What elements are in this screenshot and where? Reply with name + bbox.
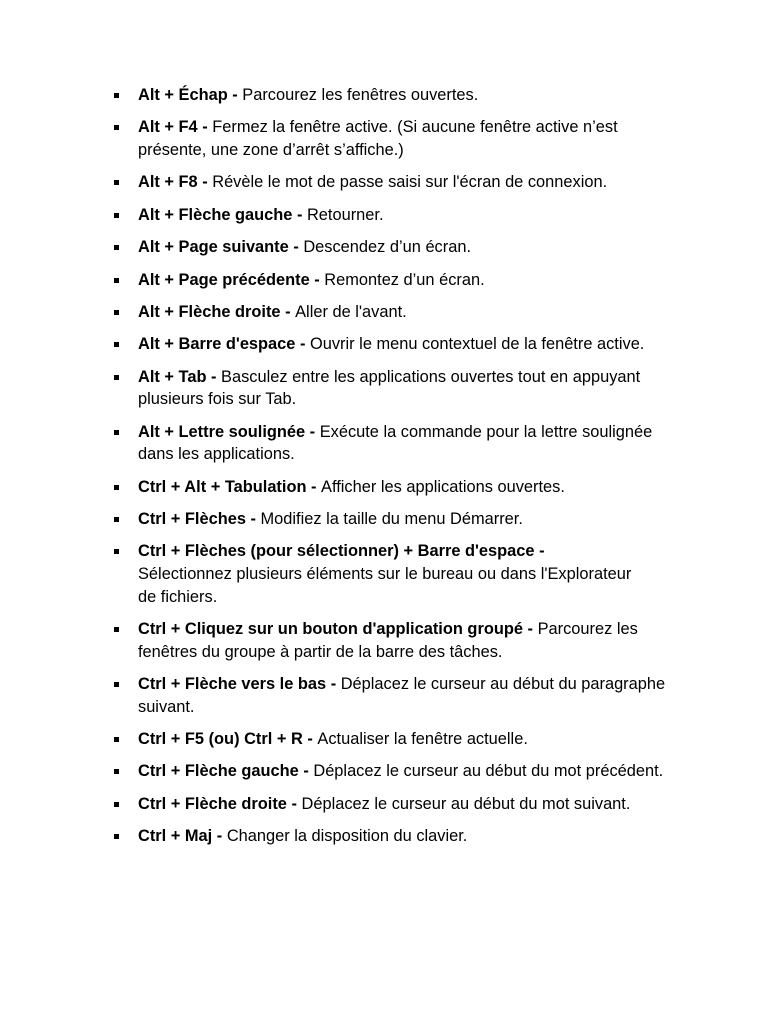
bullet-icon: [114, 802, 119, 807]
bullet-icon: [114, 375, 119, 380]
bullet-icon: [114, 245, 119, 250]
shortcut-keys: Alt + Barre d'espace: [138, 335, 296, 354]
bullet-icon: [114, 342, 119, 347]
shortcut-description: Changer la disposition du clavier.: [226, 827, 468, 846]
bullet-icon: [114, 430, 119, 435]
bullet-icon: [114, 627, 119, 632]
list-item: [0, 421, 768, 466]
shortcut-description: Déplacez le curseur au début du mot suivant.: [301, 794, 631, 813]
separator: -: [522, 620, 538, 639]
list-item: [0, 793, 768, 816]
shortcut-description: Aller de l'avant.: [295, 302, 407, 321]
separator: -: [292, 205, 307, 224]
shortcut-keys: Alt + Page précédente: [138, 270, 310, 289]
shortcut-keys: Alt + Lettre soulignée: [138, 422, 306, 441]
separator: -: [197, 118, 213, 137]
shortcut-keys: Ctrl + Flèches (pour sélectionner) + Barre d'espace: [138, 542, 535, 561]
separator: -: [212, 827, 227, 846]
separator: -: [227, 86, 243, 104]
shortcut-description: Modifiez la taille du menu Démarrer.: [260, 510, 523, 529]
shortcut-description: Actualiser la fenêtre actuelle.: [317, 730, 528, 749]
shortcut-description: Descendez d’un écran.: [303, 238, 471, 257]
shortcut-keys: Ctrl + Flèche droite: [138, 794, 287, 813]
list-item: [0, 760, 768, 783]
shortcut-description: Basculez entre les applications ouvertes tout en appuyant plusieurs fois sur Tab.: [138, 367, 641, 409]
bullet-icon: [114, 93, 119, 98]
shortcut-keys: Alt + F4: [138, 118, 198, 137]
shortcut-keys: Ctrl + Flèche vers le bas: [138, 675, 327, 694]
separator: -: [245, 510, 261, 529]
shortcut-description: Parcourez les fenêtres ouvertes.: [242, 86, 479, 104]
bullet-icon: [114, 769, 119, 774]
list-item: [0, 84, 768, 107]
separator: -: [197, 173, 213, 192]
shortcut-keys: Ctrl + F5 (ou) Ctrl + R: [138, 730, 303, 749]
list-item: [0, 236, 768, 259]
shortcut-description: Révèle le mot de passe saisi sur l'écran de connexion.: [212, 173, 608, 192]
bullet-icon: [114, 549, 119, 554]
separator: -: [295, 335, 310, 354]
bullet-icon: [114, 485, 119, 490]
shortcut-keys: Alt + F8: [138, 173, 198, 192]
shortcut-description: Fermez la fenêtre active. (Si aucune fenêtre active n’est présente, une zone d’arrêt s’affiche.): [138, 118, 618, 159]
list-item: [0, 366, 768, 411]
bullet-icon: [114, 310, 119, 315]
list-item: [0, 673, 768, 718]
separator: -: [302, 730, 318, 749]
shortcut-description: Parcourez les fenêtres du groupe à partir de la barre des tâches.: [138, 620, 638, 661]
list-item: [0, 728, 768, 751]
shortcut-keys: Alt + Flèche droite: [138, 302, 281, 321]
shortcut-description: Exécute la commande pour la lettre soulignée dans les applications.: [138, 422, 653, 464]
list-item: [0, 618, 768, 663]
separator: -: [280, 302, 296, 321]
list-item: [0, 825, 768, 848]
shortcut-keys: Alt + Page suivante: [138, 238, 289, 257]
bullet-icon: [114, 737, 119, 742]
shortcut-keys: Ctrl + Alt + Tabulation: [138, 477, 307, 496]
list-item: [0, 333, 768, 356]
separator: -: [309, 270, 325, 289]
bullet-icon: [114, 517, 119, 522]
shortcut-keys: Ctrl + Maj: [138, 827, 213, 846]
bullet-icon: [114, 682, 119, 687]
separator: -: [206, 367, 222, 386]
list-item: [0, 171, 768, 194]
separator: -: [534, 542, 545, 561]
shortcut-description: Sélectionnez plusieurs éléments sur le bureau ou dans l'Explorateur de fichiers.: [138, 565, 632, 606]
list-item: [0, 301, 768, 324]
shortcut-keys: Alt + Tab: [138, 367, 207, 386]
shortcut-list: [0, 84, 768, 858]
shortcut-keys: Ctrl + Flèches: [138, 510, 246, 529]
bullet-icon: [114, 213, 119, 218]
separator: -: [288, 238, 304, 257]
bullet-icon: [114, 278, 119, 283]
shortcut-description: Retourner.: [306, 205, 384, 224]
list-item: [0, 508, 768, 531]
shortcut-description: Déplacez le curseur au début du paragraphe suivant.: [138, 675, 666, 716]
bullet-icon: [114, 180, 119, 185]
shortcut-description: Remontez d’un écran.: [324, 270, 485, 289]
shortcut-keys: Alt + Flèche gauche: [138, 205, 293, 224]
separator: -: [306, 477, 322, 496]
separator: -: [326, 675, 341, 694]
list-item: [0, 204, 768, 227]
separator: -: [286, 794, 302, 813]
bullet-icon: [114, 125, 119, 130]
list-item: [0, 476, 768, 499]
shortcut-keys: Ctrl + Cliquez sur un bouton d'application groupé: [138, 620, 523, 639]
list-item: [0, 269, 768, 292]
shortcut-description: Déplacez le curseur au début du mot précédent.: [313, 762, 664, 781]
bullet-icon: [114, 834, 119, 839]
shortcut-description: Afficher les applications ouvertes.: [321, 477, 565, 496]
separator: -: [305, 422, 320, 441]
list-item: [0, 540, 768, 608]
shortcut-description: Ouvrir le menu contextuel de la fenêtre active.: [310, 335, 645, 354]
list-item: [0, 116, 768, 161]
separator: -: [298, 762, 314, 781]
shortcut-keys: Ctrl + Flèche gauche: [138, 762, 299, 781]
shortcut-keys: Alt + Échap: [138, 86, 228, 104]
